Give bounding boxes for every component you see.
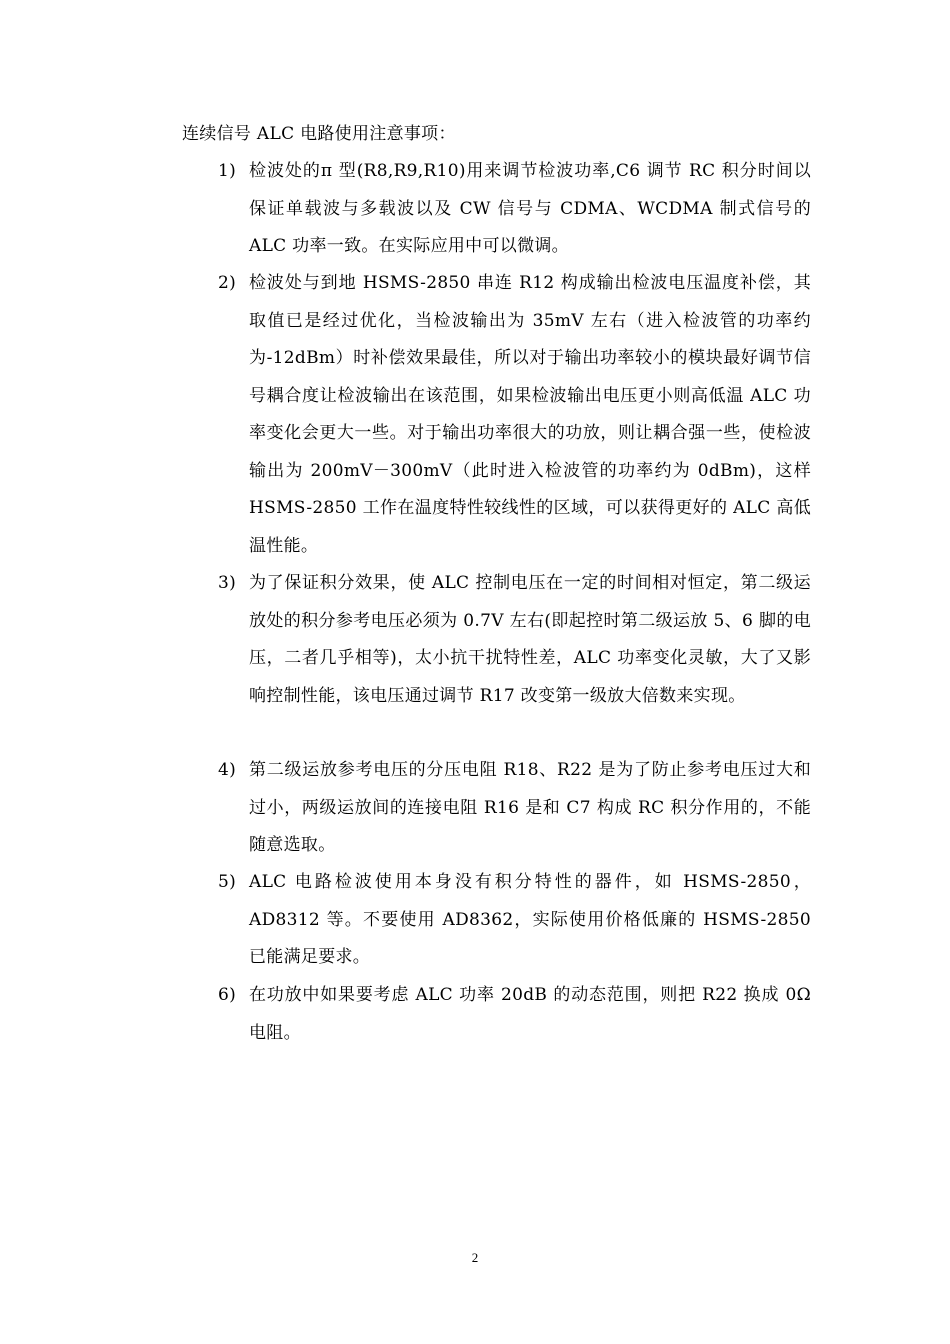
list-item-number: 2): [218, 273, 237, 293]
list-item-text: 在功放中如果要考虑 ALC 功率 20dB 的动态范围，则把 R22 换成 0Ω 电阻。: [249, 985, 811, 1043]
list-item-number: 5): [218, 872, 237, 892]
list-item-text: ALC 电路检波使用本身没有积分特性的器件，如 HSMS-2850，AD8312 等。不要使用 AD8362，实际使用价格低廉的 HSMS-2850 已能满足要求。: [249, 872, 811, 967]
list-item-text: 第二级运放参考电压的分压电阻 R18、R22 是为了防止参考电压过大和过小，两级运放间的连接电阻 R16 是和 C7 构成 RC 积分作用的，不能随意选取。: [249, 760, 811, 855]
list-item-text: 检波处与到地 HSMS-2850 串连 R12 构成输出检波电压温度补偿，其取值已是经过优化，当检波输出为 35mV 左右（进入检波管的功率约为-12dBm）时补偿效果最佳，所以对于输出功率较小的模块最好调节信号耦合度让检波输出在该范围，如果检波输出电压更小则高低温 ALC 功率变化会更大一些。对于输出功率很大的功放，则让耦合强一些，使检波输出为 200mV－300mV（此时进入检波管的功率约为 0dBm)，这样 HSMS-2850 工作在温度特性较线性的区域，可以获得更好的 ALC 高低温性能。: [249, 273, 811, 556]
list-item-text: 为了保证积分效果，使 ALC 控制电压在一定的时间相对恒定，第二级运放处的积分参考电压必须为 0.7V 左右(即起控时第二级运放 5、6 脚的电压，二者几乎相等)，太小抗干扰特性差，ALC 功率变化灵敏，大了又影响控制性能，该电压通过调节 R17 改变第一级放大倍数来实现。: [249, 573, 811, 706]
list-item-number: 6): [218, 985, 237, 1005]
section-heading: 连续信号 ALC 电路使用注意事项：: [182, 124, 456, 144]
list-item-text: 检波处的π 型(R8,R9,R10)用来调节检波功率,C6 调节 RC 积分时间以保证单载波与多载波以及 CW 信号与 CDMA、WCDMA 制式信号的 ALC 功率一致。在实际应用中可以微调。: [249, 161, 811, 256]
page-number: 2: [471, 1250, 479, 1265]
list-item-number: 4): [218, 760, 237, 780]
list-item-number: 1): [218, 161, 237, 181]
list-item-number: 3): [218, 573, 237, 593]
